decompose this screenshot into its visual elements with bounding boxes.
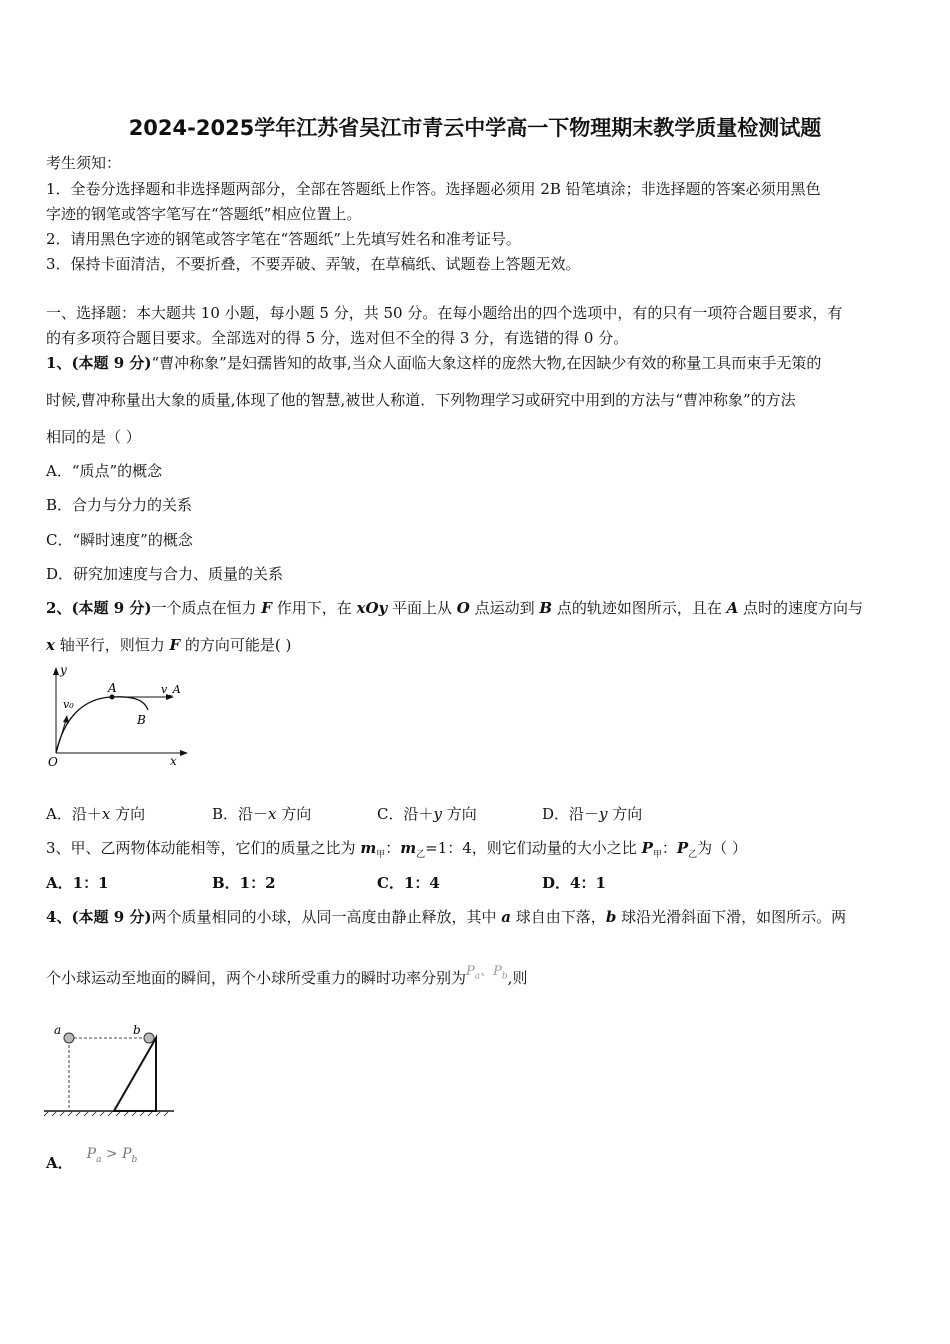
var-m: m: [400, 839, 417, 857]
q2-text: 点运动到: [469, 599, 540, 617]
var-f: F: [261, 599, 272, 617]
opt-text: 方向: [110, 805, 146, 823]
opt-a-formula: [86, 1146, 138, 1165]
sub-jia: 甲: [652, 850, 662, 860]
q2-trajectory-figure: [44, 662, 194, 772]
q3-option-d[interactable]: D．4：1: [542, 874, 606, 892]
q3-text: 3、甲、乙两物体动能相等，它们的质量之比为: [46, 839, 361, 857]
var-p: P: [676, 839, 689, 857]
q1-line-3: 相同的是（ ）: [46, 428, 141, 446]
notice-line-1b: 字迹的钢笔或答字笔写在“答题纸”相应位置上。: [46, 205, 362, 223]
label-a: a: [54, 1023, 62, 1037]
q1-option-b[interactable]: B．合力与分力的关系: [46, 496, 193, 514]
label-y: y: [60, 663, 67, 677]
opt-text: 方向: [607, 805, 643, 823]
opt-var: y: [599, 805, 608, 823]
var-o: O: [456, 599, 470, 617]
var-p: P: [86, 1146, 97, 1162]
q1-option-a[interactable]: A．“质点”的概念: [46, 462, 163, 480]
incline: [114, 1038, 156, 1111]
separator: 、: [480, 964, 494, 979]
q2-text: 的方向可能是( ): [180, 636, 292, 654]
q2-line-2: [46, 634, 291, 655]
v0-vector: [56, 720, 66, 753]
q1-text-1: “曹冲称象”是妇孺皆知的故事,当众人面临大象这样的庞然大物,在因缺少有效的称量工具而束手无策的: [151, 354, 822, 372]
var-m: m: [360, 839, 377, 857]
var-a: a: [501, 908, 512, 926]
q3-text: =1：4，则它们动量的大小之比: [425, 839, 642, 857]
q2-text: 点时的速度方向与: [738, 599, 864, 617]
notice-heading: 考生须知：: [46, 154, 122, 172]
q4-line-1: [46, 906, 846, 927]
q4-text: 个小球运动至地面的瞬间，两个小球所受重力的瞬时功率分别为: [46, 969, 467, 987]
var-pb: P: [493, 964, 502, 979]
q3-text: 为（ ）: [697, 839, 747, 857]
q2-text: 轴平行，则恒力: [54, 636, 170, 654]
section-intro-2: 的有多项符合题目要求。全部选对的得 5 分，选对但不全的得 3 分，有选错的得 0 分。: [46, 329, 629, 347]
q4-text: 球自由下落，: [511, 908, 606, 926]
q1-line-1: [46, 352, 821, 373]
q1-tag: (本题 9 分): [71, 354, 152, 372]
q4-tag: (本题 9 分): [71, 908, 152, 926]
gt-sign: >: [101, 1146, 123, 1162]
q3-option-c[interactable]: C．1：4: [377, 874, 440, 892]
q2-text: 作用下，在: [271, 599, 357, 617]
q2-text: 平面上从: [387, 599, 457, 617]
opt-text: A．沿＋: [46, 805, 102, 823]
sub-jia: 甲: [376, 850, 386, 860]
label-x: x: [170, 754, 177, 768]
q3-option-a[interactable]: A．1：1: [46, 874, 109, 892]
q2-tag: (本题 9 分): [71, 599, 152, 617]
notice-line-2: 2．请用黑色字迹的钢笔或答字笔在“答题纸”上先填写姓名和准考证号。: [46, 230, 521, 248]
label-b: B: [137, 713, 146, 727]
q2-text: 点的轨迹如图所示，且在: [552, 599, 727, 617]
ground-hatch: [44, 1112, 168, 1116]
opt-label: A．: [46, 1154, 73, 1172]
q3-text: ：: [385, 839, 401, 857]
label-o: O: [48, 755, 58, 769]
x-axis-arrow-icon: [180, 750, 188, 756]
q4-number: 4、: [46, 908, 72, 926]
q4-option-a[interactable]: [46, 1146, 138, 1175]
ball-a: [64, 1033, 74, 1043]
sub-a: a: [96, 1154, 102, 1165]
opt-var: y: [433, 805, 442, 823]
opt-text: 方向: [276, 805, 312, 823]
v0-arrow-icon: [63, 715, 69, 723]
var-p: P: [641, 839, 653, 857]
q1-option-c[interactable]: C．“瞬时速度”的概念: [46, 531, 193, 549]
var-a: A: [726, 599, 739, 617]
var-p: P: [122, 1146, 132, 1162]
q4-incline-figure: [44, 1022, 179, 1117]
sub-a: a: [474, 971, 481, 982]
sub-b: b: [501, 971, 508, 982]
sub-yi: 乙: [416, 850, 426, 860]
var-b: b: [605, 908, 617, 926]
q2-option-d[interactable]: [542, 803, 642, 824]
q3-option-b[interactable]: B．1：2: [212, 874, 276, 892]
q2-option-a[interactable]: [46, 803, 145, 824]
q2-number: 2、: [46, 599, 72, 617]
q1-number: 1、: [46, 354, 72, 372]
q4-line-2: [46, 964, 528, 990]
opt-var: x: [268, 805, 277, 823]
label-b: b: [133, 1023, 141, 1037]
q1-option-d[interactable]: D．研究加速度与合力、质量的关系: [46, 565, 284, 583]
var-xoy: xOy: [356, 599, 388, 617]
q4-text: ,则: [507, 969, 528, 987]
opt-text: C．沿＋: [377, 805, 434, 823]
sub-yi: 乙: [688, 850, 698, 860]
q4-text: 球沿光滑斜面下滑，如图所示。两: [616, 908, 847, 926]
section-intro-1: 一、选择题：本大题共 10 小题，每小题 5 分，共 50 分。在每小题给出的四个选项中，有的只有一项符合题目要求，有: [46, 304, 843, 322]
var-pa: P: [466, 964, 475, 979]
q3-line-1: [46, 837, 747, 860]
q2-option-b[interactable]: [212, 803, 311, 824]
var-b: B: [539, 599, 553, 617]
q2-line-1: [46, 597, 863, 618]
power-symbols: [466, 964, 508, 982]
var-x: x: [46, 636, 55, 654]
opt-text: D．沿－: [542, 805, 600, 823]
var-f: F: [169, 636, 181, 654]
y-axis-arrow-icon: [53, 667, 59, 675]
sub-b: b: [131, 1154, 138, 1165]
q4-text: 两个质量相同的小球，从同一高度由静止释放，其中: [151, 908, 502, 926]
page-title: 2024-2025学年江苏省吴江市青云中学高一下物理期末教学质量检测试题: [128, 116, 822, 140]
opt-text: B．沿－: [212, 805, 269, 823]
notice-line-1a: 1．全卷分选择题和非选择题两部分，全部在答题纸上作答。选择题必须用 2B 铅笔填涂；非选择题的答案必须用黑色: [46, 180, 821, 198]
q2-text: 一个质点在恒力: [151, 599, 262, 617]
q1-line-2: 时候,曹冲称量出大象的质量,体现了他的智慧,被世人称道．下列物理学习或研究中用到的方法与“曹冲称象”的方法: [46, 391, 796, 409]
ball-b: [144, 1033, 154, 1043]
opt-text: 方向: [441, 805, 477, 823]
label-a: A: [108, 681, 117, 695]
label-v0: v₀: [63, 698, 74, 711]
label-va: v_A: [161, 683, 181, 696]
notice-line-3: 3．保持卡面清洁，不要折叠，不要弄破、弄皱，在草稿纸、试题卷上答题无效。: [46, 255, 581, 273]
q3-text: ：: [661, 839, 677, 857]
opt-var: x: [101, 805, 111, 823]
q2-option-c[interactable]: [377, 803, 477, 824]
